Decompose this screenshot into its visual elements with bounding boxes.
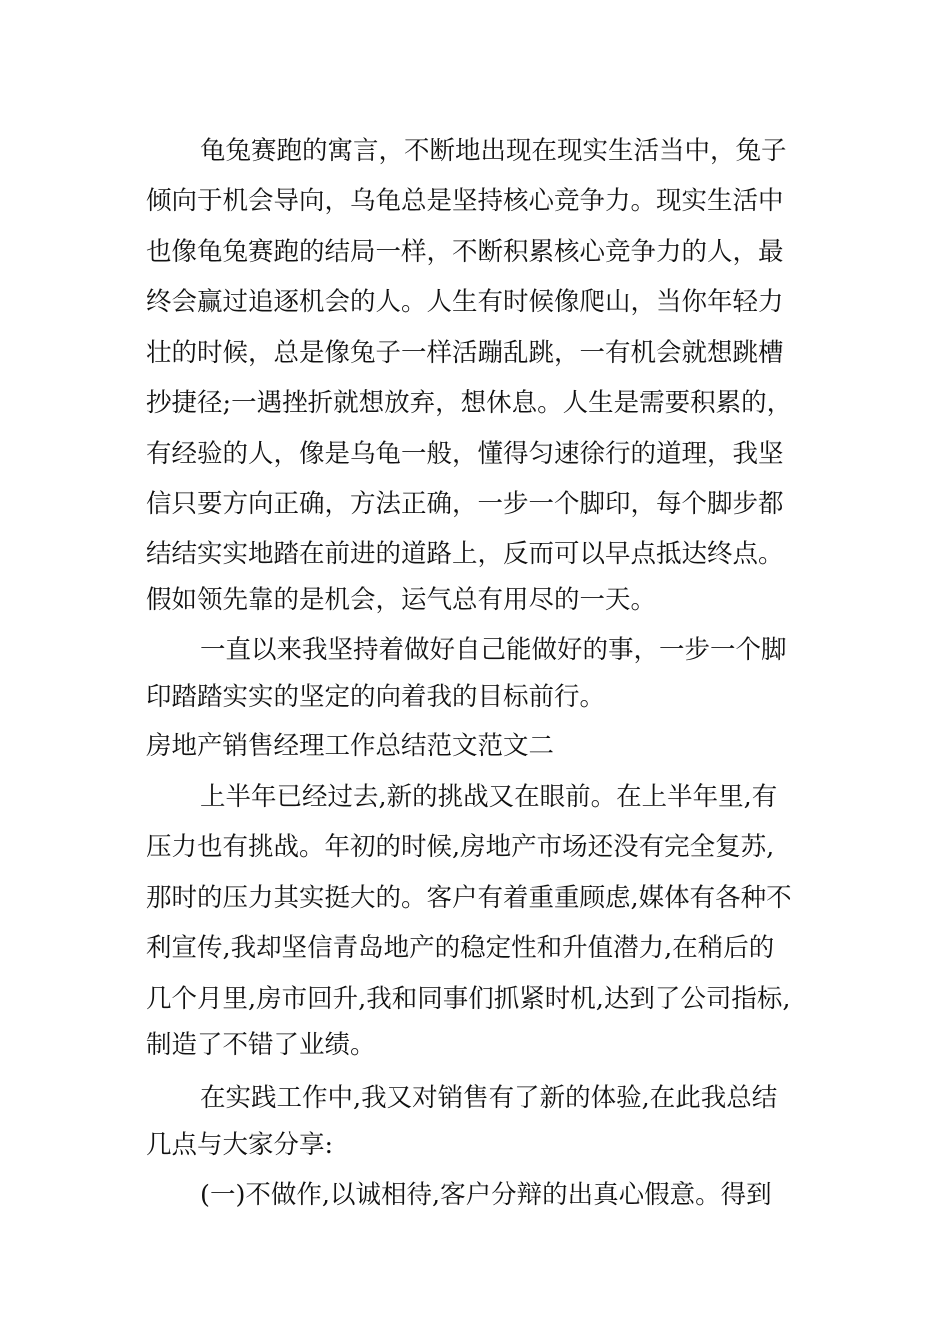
text-line: 龟兔赛跑的寓言，不断地出现在现实生活当中，兔子 <box>200 136 787 166</box>
text-line: 那时的压力其实挺大的。客户有着重重顾虑,媒体有各种不 <box>146 883 792 913</box>
text-line: 上半年已经过去,新的挑战又在眼前。在上半年里,有 <box>200 782 778 812</box>
text-line: (一)不做作,以诚相待,客户分辩的出真心假意。得到 <box>200 1180 772 1210</box>
text-line: 结结实实地踏在前进的道路上，反而可以早点抵达终点。 <box>146 539 784 569</box>
text-line: 印踏踏实实的坚定的向着我的目标前行。 <box>146 682 606 712</box>
section-heading: 房地产销售经理工作总结范文范文二 <box>146 731 555 761</box>
text-line: 抄捷径;一遇挫折就想放弃，想休息。人生是需要积累的， <box>146 388 793 418</box>
text-line: 假如领先靠的是机会，运气总有用尽的一天。 <box>146 585 657 615</box>
text-line: 倾向于机会导向，乌龟总是坚持核心竞争力。现实生活中 <box>146 186 784 216</box>
text-line: 利宣传,我却坚信青岛地产的稳定性和升值潜力,在稍后的 <box>146 933 775 963</box>
text-line: 也像龟兔赛跑的结局一样，不断积累核心竞争力的人，最 <box>146 237 784 267</box>
text-line: 制造了不错了业绩。 <box>146 1030 376 1060</box>
text-line: 几点与大家分享: <box>146 1130 334 1160</box>
text-line: 壮的时候，总是像兔子一样活蹦乱跳，一有机会就想跳槽 <box>146 338 784 368</box>
text-line: 终会赢过追逐机会的人。人生有时候像爬山，当你年轻力 <box>146 287 784 317</box>
text-line: 信只要方向正确，方法正确，一步一个脚印，每个脚步都 <box>146 489 784 519</box>
text-line: 有经验的人，像是乌龟一般，懂得匀速徐行的道理，我坚 <box>146 439 784 469</box>
text-line: 压力也有挑战。年初的时候,房地产市场还没有完全复苏, <box>146 832 775 862</box>
text-line: 在实践工作中,我又对销售有了新的体验,在此我总结 <box>200 1083 778 1113</box>
text-line: 几个月里,房市回升,我和同事们抓紧时机,达到了公司指标, <box>146 984 791 1014</box>
text-line: 一直以来我坚持着做好自己能做好的事，一步一个脚 <box>200 635 787 665</box>
